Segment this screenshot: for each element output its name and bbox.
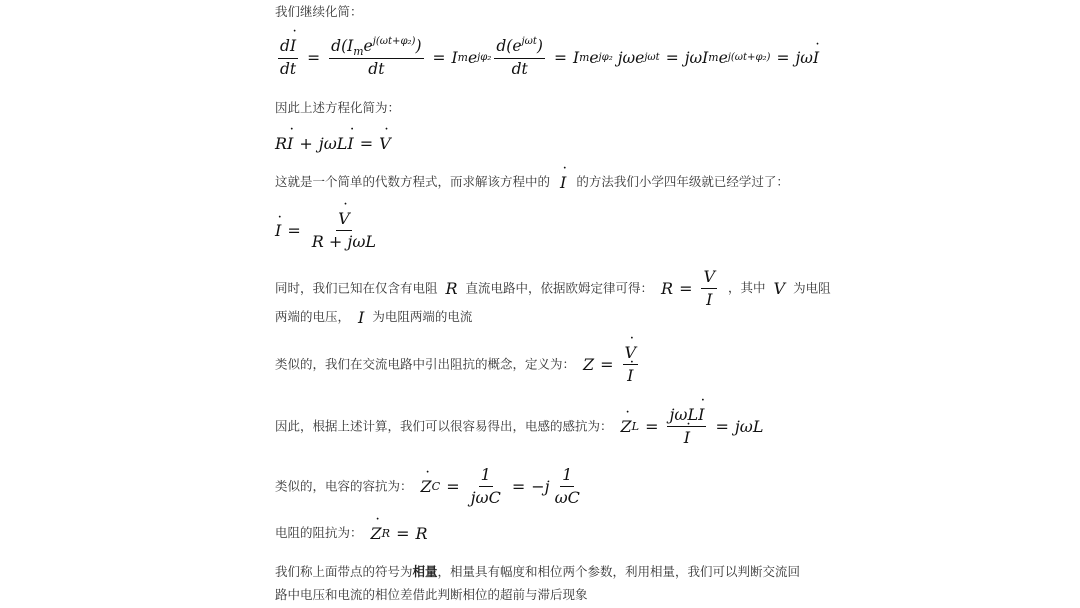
- fraction-d-exp-jwt: $\frac{d(e^{j\omega t})}{dt}$: [496, 35, 543, 78]
- equation-kvl-phasor: R˙ I + jωL˙ I = ˙ V: [275, 134, 391, 153]
- paragraph-resistive-impedance: 电阻的阻抗为： ˙ Z R = R: [275, 523, 428, 544]
- paragraph-inductive-reactance: 因此，根据上述计算，我们可以很容易得出，电感的感抗为： ˙ Z L = jωL˙ I ˙ I = jωL: [275, 406, 763, 448]
- equation-derivative: $\frac{d˙ I}{dt}$ = $\frac{d(I_me^{j(\omega t+\varphi_2)})}{dt}$ = I m e jφ₂ $\frac{d(e^{j\omega t})}{dt}$ = I m e jφ₂ jωe jωt = jωI m e j(ωt+φ₂) = jω˙ I: [275, 38, 819, 79]
- paragraph-impedance-definition: 类似的，我们在交流电路中引出阻抗的概念，定义为： Z = ˙ V ˙ I: [275, 344, 641, 386]
- paragraph-ohms-law-cont: 两端的电压， I 为电阻两端的电流: [275, 307, 473, 327]
- fraction-v-over-impedance: ˙ $\frac{V}{\text{R + jωL}}$: [310, 210, 378, 252]
- paragraph-algebraic-equation: 这就是一个简单的代数方程式，而求解该方程中的 ˙ I 的方法我们小学四年级就已经学过了：: [275, 172, 789, 193]
- fraction-d-Im-exp: $\frac{d(I_me^{j(\omega t+\varphi_2)})}{dt}$: [331, 35, 422, 78]
- paragraph-capacitive-reactance: 类似的，电容的容抗为： ˙ Z C = $\frac{1}{\text{jωC}}$ = −j $\frac{1}{\omega C}$: [275, 466, 585, 508]
- fraction-dI-dt: $\frac{d˙ I}{dt}$: [278, 38, 298, 79]
- phasor-term: 相量: [412, 564, 438, 579]
- paragraph-continue-simplify: 我们继续化简：: [275, 4, 363, 19]
- paragraph-ohms-law: 同时，我们已知在仅含有电阻 R 直流电路中，依据欧姆定律可得： R = $\frac{V}{I}$ ，其中 V 为电阻: [275, 267, 831, 310]
- paragraph-phasor-explanation: 我们称上面带点的符号为相量，相量具有幅度和相位两个参数，利用相量，我们可以判断交流回路中电压和电流的相位差借此判断相位的超前与滞后现象: [275, 564, 801, 602]
- equation-current-solution: ˙ I = ˙ $\frac{V}{\text{R + jωL}}$: [275, 210, 381, 252]
- paragraph-equation-simplified: 因此上述方程化简为：: [275, 100, 401, 115]
